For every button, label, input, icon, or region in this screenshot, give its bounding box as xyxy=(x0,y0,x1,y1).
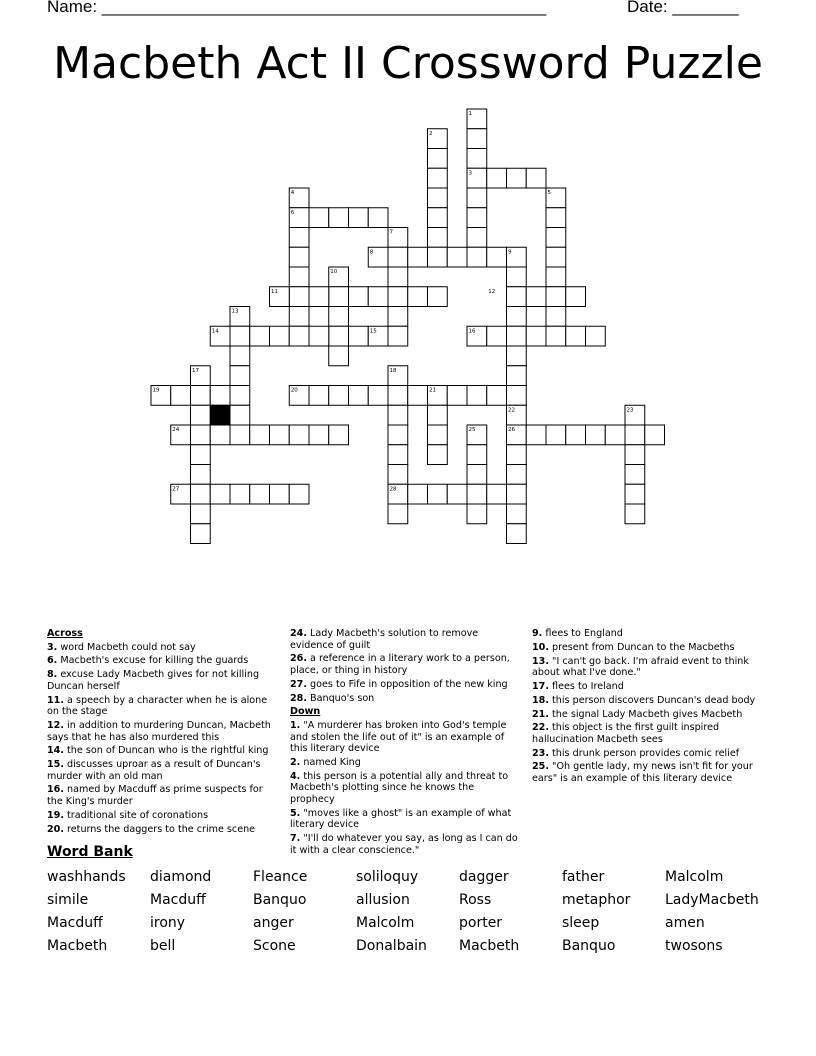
grid-cell[interactable] xyxy=(191,425,211,445)
grid-cell[interactable] xyxy=(388,307,408,327)
grid-cell[interactable] xyxy=(388,425,408,445)
grid-cell[interactable] xyxy=(408,386,428,406)
grid-cell[interactable] xyxy=(388,247,408,267)
grid-cell[interactable] xyxy=(309,287,329,307)
grid-cell[interactable] xyxy=(507,168,527,188)
word-bank-word: metaphor xyxy=(562,892,631,908)
word-bank-word: Fleance xyxy=(253,869,308,885)
word-bank-word: dagger xyxy=(459,869,509,885)
grid-cell[interactable] xyxy=(289,287,309,307)
grid-number: 10 xyxy=(330,269,338,275)
word-bank-word: twosons xyxy=(665,938,723,954)
clue-number: 28. xyxy=(290,692,307,704)
grid-cell[interactable] xyxy=(546,425,566,445)
word-bank-word: Macduff xyxy=(150,892,206,908)
grid-cell[interactable] xyxy=(507,326,527,346)
grid-cell[interactable] xyxy=(309,425,329,445)
clue-number: 24. xyxy=(290,628,307,639)
word-bank-word: sleep xyxy=(562,915,600,931)
across-clue xyxy=(290,679,518,691)
grid-cell[interactable] xyxy=(349,326,369,346)
across-clue xyxy=(47,784,275,807)
clue-number: 4. xyxy=(290,770,301,782)
grid-cell[interactable] xyxy=(329,307,349,327)
word-bank-word: soliloquy xyxy=(356,869,419,885)
clue-number: 18. xyxy=(532,694,549,706)
clue-number: 15. xyxy=(47,759,64,771)
clue-number: 11. xyxy=(47,694,64,706)
grid-cell[interactable] xyxy=(447,386,467,406)
grid-cell[interactable] xyxy=(546,326,566,346)
clue-text: present from Duncan to the Macbeths xyxy=(549,641,735,653)
clue-text: named King xyxy=(300,756,361,768)
grid-number: 3 xyxy=(468,170,472,177)
clue-text: flees to England xyxy=(542,628,623,639)
clue-text: excuse Lady Macbeth gives for not killing Duncan herself xyxy=(47,669,260,692)
down-clue xyxy=(532,722,764,745)
grid-number: 7 xyxy=(389,229,393,236)
grid-cell[interactable] xyxy=(388,287,408,307)
clue-text: the signal Lady Macbeth gives Macbeth xyxy=(549,708,743,720)
grid-cell[interactable] xyxy=(368,287,388,307)
word-bank-word: washhands xyxy=(47,869,126,885)
grid-number: 14 xyxy=(211,328,219,335)
grid-cell[interactable] xyxy=(625,504,645,524)
grid-number: 26 xyxy=(508,427,515,433)
down-clue xyxy=(532,628,764,640)
grid-cell[interactable] xyxy=(487,326,507,346)
grid-cell[interactable] xyxy=(467,386,487,406)
clue-text: traditional site of coronations xyxy=(64,809,209,821)
down-clue xyxy=(532,642,764,654)
clue-number: 26. xyxy=(290,653,307,665)
grid-cell[interactable] xyxy=(388,445,408,465)
word-bank-word: bell xyxy=(150,938,176,954)
grid-cell[interactable] xyxy=(625,484,645,504)
grid-cell[interactable] xyxy=(566,425,586,445)
down-clue xyxy=(290,808,518,831)
across-clue xyxy=(47,720,275,743)
clue-text: goes to Fife in opposition of the new king xyxy=(307,678,508,690)
grid-number: 27 xyxy=(172,486,180,493)
grid-cell[interactable] xyxy=(507,386,527,406)
grid-number: 23 xyxy=(626,407,634,414)
clue-number: 7. xyxy=(290,833,301,844)
grid-number: 20 xyxy=(290,387,298,394)
clues-column-3 xyxy=(532,628,764,787)
grid-cell[interactable] xyxy=(605,425,625,445)
grid-cell[interactable] xyxy=(467,445,487,465)
clue-text: this person discovers Duncan's dead body xyxy=(549,694,756,706)
grid-cell[interactable] xyxy=(467,188,487,208)
word-bank-word: simile xyxy=(47,892,89,908)
clue-text: a reference in a literary work to a person, place, or thing in history xyxy=(290,653,510,676)
grid-cell[interactable] xyxy=(210,484,230,504)
grid-cell[interactable] xyxy=(230,425,250,445)
grid-cell[interactable] xyxy=(171,386,191,406)
grid-cell[interactable] xyxy=(586,326,606,346)
down-clue xyxy=(532,695,764,707)
clue-text: the son of Duncan who is the rightful king xyxy=(64,745,269,757)
word-bank-word: porter xyxy=(459,915,503,931)
grid-cell[interactable] xyxy=(507,346,527,366)
grid-cell[interactable] xyxy=(428,445,448,465)
grid-cell[interactable] xyxy=(507,307,527,327)
down-clue xyxy=(290,833,518,856)
grid-number: 16 xyxy=(468,328,476,335)
grid-cell[interactable] xyxy=(625,445,645,465)
grid-cell[interactable] xyxy=(289,484,309,504)
clue-text: Lady Macbeth's solution to remove evidence of guilt xyxy=(290,628,479,651)
clue-text: flees to Ireland xyxy=(549,680,624,692)
clue-number: 20. xyxy=(47,823,64,835)
grid-cell[interactable] xyxy=(368,386,388,406)
grid-cell[interactable] xyxy=(289,228,309,248)
grid-cell[interactable] xyxy=(408,484,428,504)
grid-cell[interactable] xyxy=(270,484,290,504)
grid-cell[interactable] xyxy=(467,208,487,228)
grid-cell[interactable] xyxy=(507,484,527,504)
across-heading: Across xyxy=(47,628,83,639)
grid-cell[interactable] xyxy=(349,208,369,228)
grid-cell[interactable] xyxy=(526,287,546,307)
grid-cell[interactable] xyxy=(329,208,349,228)
clue-number: 23. xyxy=(532,747,549,759)
grid-cell[interactable] xyxy=(270,326,290,346)
clue-number: 8. xyxy=(47,669,58,681)
grid-cell[interactable] xyxy=(329,425,349,445)
grid-cell[interactable] xyxy=(191,504,211,524)
grid-cell[interactable] xyxy=(210,425,230,445)
grid-cell[interactable] xyxy=(368,208,388,228)
grid-cell[interactable] xyxy=(467,149,487,169)
grid-cell[interactable] xyxy=(329,287,349,307)
grid-cell[interactable] xyxy=(467,484,487,504)
clue-text: a speech by a character when he is alone on the stage xyxy=(47,694,268,718)
word-bank-word: irony xyxy=(150,915,186,931)
grid-cell[interactable] xyxy=(388,326,408,346)
grid-cell[interactable] xyxy=(289,326,309,346)
word-bank-word: LadyMacbeth xyxy=(665,892,759,908)
grid-cell[interactable] xyxy=(467,129,487,149)
clue-text: this person is a potential ally and threat to Macbeth's plotting since he knows the prophecy xyxy=(290,770,509,805)
clue-number: 12. xyxy=(47,719,64,731)
grid-number: 17 xyxy=(192,367,199,374)
across-clue xyxy=(47,810,275,822)
grid-cell[interactable] xyxy=(586,425,606,445)
word-bank-word: Banquo xyxy=(562,938,616,954)
grid-cell[interactable] xyxy=(526,168,546,188)
grid-cell[interactable] xyxy=(487,386,507,406)
clue-number: 6. xyxy=(47,655,58,667)
grid-number: 6 xyxy=(290,209,295,216)
word-bank-word: diamond xyxy=(150,869,212,885)
clue-text: "I can't go back. I'm afraid event to think about what I've done." xyxy=(532,655,749,679)
grid-cell[interactable] xyxy=(487,168,507,188)
grid-number: 5 xyxy=(547,190,551,196)
clue-number: 16. xyxy=(47,784,64,796)
clue-text: Macbeth's excuse for killing the guards xyxy=(57,655,249,667)
grid-cell[interactable] xyxy=(250,326,270,346)
grid-cell[interactable] xyxy=(388,386,408,406)
grid-number: 15 xyxy=(369,328,377,335)
grid-cell[interactable] xyxy=(566,287,586,307)
grid-cell[interactable] xyxy=(210,386,230,406)
grid-number: 1 xyxy=(468,111,472,117)
grid-cell[interactable] xyxy=(250,425,270,445)
word-bank-word: amen xyxy=(665,915,705,931)
grid-cell[interactable] xyxy=(428,188,448,208)
grid-cell[interactable] xyxy=(428,247,448,267)
grid-cell[interactable] xyxy=(270,425,290,445)
grid-number: 18 xyxy=(389,367,397,374)
grid-cell[interactable] xyxy=(467,228,487,248)
clue-text: returns the daggers to the crime scene xyxy=(64,823,256,835)
clue-number: 13. xyxy=(532,655,549,667)
clue-number: 19. xyxy=(47,809,64,821)
clues-column-1 xyxy=(47,628,275,837)
grid-number: 11 xyxy=(271,288,278,295)
word-bank-word: allusion xyxy=(356,892,410,908)
word-bank-word: Macbeth xyxy=(47,938,108,954)
grid-cell[interactable] xyxy=(428,228,448,248)
grid-number: 9 xyxy=(508,249,512,256)
grid-cell[interactable] xyxy=(230,366,250,386)
word-bank-word: Macbeth xyxy=(459,938,520,954)
grid-cell[interactable] xyxy=(507,504,527,524)
grid-cell[interactable] xyxy=(507,445,527,465)
down-clue xyxy=(532,656,764,679)
grid-number: 24 xyxy=(172,427,180,433)
grid-number: 13 xyxy=(231,308,239,315)
clue-text: Banquo's son xyxy=(307,692,375,704)
across-clue xyxy=(47,655,275,667)
grid-cell[interactable] xyxy=(191,405,211,425)
grid-cell[interactable] xyxy=(546,228,566,248)
clue-number: 3. xyxy=(47,641,58,653)
grid-cell[interactable] xyxy=(507,287,527,307)
grid-cell[interactable] xyxy=(526,326,546,346)
across-clue xyxy=(290,693,518,705)
grid-cell[interactable] xyxy=(289,247,309,267)
grid-cell[interactable] xyxy=(428,168,448,188)
grid-cell[interactable] xyxy=(289,267,309,287)
grid-cell[interactable] xyxy=(388,267,408,287)
grid-cell[interactable] xyxy=(289,307,309,327)
grid-cell[interactable] xyxy=(309,326,329,346)
clue-text: "Oh gentle lady, my news isn't fit for your ears" is an example of this literary device xyxy=(532,761,753,785)
word-bank xyxy=(47,868,767,955)
clue-number: 9. xyxy=(532,628,543,639)
grid-cell[interactable] xyxy=(507,524,527,544)
word-bank-word: Macduff xyxy=(47,915,103,931)
down-clue xyxy=(532,709,764,721)
grid-number: 19 xyxy=(152,387,160,394)
word-bank-word: Scone xyxy=(253,938,296,954)
clue-number: 17. xyxy=(532,680,549,692)
grid-cell[interactable] xyxy=(428,425,448,445)
grid-cell[interactable] xyxy=(191,484,211,504)
grid-cell[interactable] xyxy=(507,366,527,386)
grid-cell[interactable] xyxy=(191,386,211,406)
clue-text: this drunk person provides comic relief xyxy=(549,747,740,759)
grid-cell[interactable] xyxy=(388,405,408,425)
down-heading: Down xyxy=(290,706,321,718)
word-bank-word: Malcolm xyxy=(356,915,415,931)
word-bank-word: Banquo xyxy=(253,892,307,908)
clue-text: named by Macduff as prime suspects for the King's murder xyxy=(47,784,263,808)
clue-number: 2. xyxy=(290,756,301,768)
down-clue xyxy=(532,761,764,784)
clue-number: 5. xyxy=(290,807,301,819)
down-clue xyxy=(532,748,764,760)
black-cell xyxy=(210,405,230,425)
word-bank-word: Ross xyxy=(459,892,492,908)
grid-cell[interactable] xyxy=(507,267,527,287)
down-clue xyxy=(290,720,518,755)
across-clue xyxy=(290,653,518,676)
clue-text: "moves like a ghost" is an example of what literary device xyxy=(290,807,512,831)
clue-number: 14. xyxy=(47,745,64,757)
grid-cell[interactable] xyxy=(428,149,448,169)
grid-cell[interactable] xyxy=(191,445,211,465)
clue-number: 27. xyxy=(290,678,307,690)
across-clue xyxy=(47,695,275,718)
grid-cell[interactable] xyxy=(329,346,349,366)
grid-cell[interactable] xyxy=(349,287,369,307)
across-clue xyxy=(47,824,275,836)
grid-number: 8 xyxy=(369,249,374,256)
word-bank-title: Word Bank xyxy=(47,844,133,860)
grid-cell[interactable] xyxy=(230,326,250,346)
across-clue xyxy=(47,669,275,692)
grid-cell[interactable] xyxy=(428,287,448,307)
grid-number: 21 xyxy=(429,387,436,394)
clues-column-2 xyxy=(290,628,518,858)
grid-cell[interactable] xyxy=(309,208,329,228)
grid-cell[interactable] xyxy=(546,307,566,327)
grid-cell[interactable] xyxy=(191,465,211,485)
grid-cell[interactable] xyxy=(546,287,566,307)
grid-cell[interactable] xyxy=(230,484,250,504)
grid-cell[interactable] xyxy=(546,247,566,267)
grid-number: 12 xyxy=(488,288,496,295)
grid-cell[interactable] xyxy=(230,346,250,366)
grid-cell[interactable] xyxy=(487,247,507,267)
grid-cell[interactable] xyxy=(566,326,586,346)
grid-cell[interactable] xyxy=(408,287,428,307)
grid-cell[interactable] xyxy=(250,484,270,504)
grid-cell[interactable] xyxy=(329,386,349,406)
page-title: Macbeth Act II Crossword Puzzle xyxy=(53,38,763,89)
grid-cell[interactable] xyxy=(467,465,487,485)
down-clue xyxy=(290,771,518,806)
grid-cell[interactable] xyxy=(487,484,507,504)
grid-number: 22 xyxy=(508,407,515,414)
clue-text: in addition to murdering Duncan, Macbeth says that he has also murdered this xyxy=(47,719,271,743)
grid-cell[interactable] xyxy=(467,247,487,267)
grid-cell[interactable] xyxy=(408,247,428,267)
grid-cell[interactable] xyxy=(428,484,448,504)
grid-number: 28 xyxy=(389,486,397,493)
grid-cell[interactable] xyxy=(546,267,566,287)
down-clue xyxy=(532,681,764,693)
down-clue xyxy=(290,757,518,769)
word-bank-word: anger xyxy=(253,915,294,931)
grid-cell[interactable] xyxy=(289,425,309,445)
grid-cell[interactable] xyxy=(526,425,546,445)
grid-cell[interactable] xyxy=(447,484,467,504)
grid-cell[interactable] xyxy=(388,504,408,524)
word-bank-word: Malcolm xyxy=(665,869,724,885)
grid-number: 4 xyxy=(290,190,295,196)
word-bank-word: Donalbain xyxy=(356,938,427,954)
clue-number: 1. xyxy=(290,719,301,731)
grid-number: 2 xyxy=(429,130,433,137)
across-clue xyxy=(47,745,275,757)
grid-cell[interactable] xyxy=(546,208,566,228)
grid-cell[interactable] xyxy=(191,524,211,544)
clue-text: "I'll do whatever you say, as long as I can do it with a clear conscience." xyxy=(290,833,518,856)
clue-number: 22. xyxy=(532,722,549,734)
word-bank-word: father xyxy=(562,869,605,885)
grid-cell[interactable] xyxy=(349,386,369,406)
date-field: Date: _______ xyxy=(627,0,739,16)
grid-number: 25 xyxy=(468,427,476,433)
grid-cell[interactable] xyxy=(388,465,408,485)
grid-cell[interactable] xyxy=(507,465,527,485)
clue-text: this object is the first guilt inspired hallucination Macbeth sees xyxy=(532,722,720,745)
grid-cell[interactable] xyxy=(329,326,349,346)
clue-number: 21. xyxy=(532,708,549,720)
clue-text: discusses uproar as a result of Duncan's murder with an old man xyxy=(47,759,261,782)
grid-cell[interactable] xyxy=(625,465,645,485)
grid-cell[interactable] xyxy=(428,405,448,425)
clue-text: word Macbeth could not say xyxy=(57,641,196,653)
clue-number: 10. xyxy=(532,641,549,653)
across-clue xyxy=(47,759,275,782)
grid-cell[interactable] xyxy=(428,208,448,228)
grid-cell[interactable] xyxy=(447,247,467,267)
grid-cell[interactable] xyxy=(230,405,250,425)
grid-cell[interactable] xyxy=(645,425,665,445)
across-clue xyxy=(290,628,518,651)
grid-cell[interactable] xyxy=(467,504,487,524)
clue-text: "A murderer has broken into God's temple and stolen the life out of it" is an example of this literary device xyxy=(290,719,507,755)
name-field: Name: _______________________________________________ xyxy=(47,0,547,16)
across-clue xyxy=(47,642,275,654)
grid-cell[interactable] xyxy=(230,386,250,406)
grid-cell[interactable] xyxy=(625,425,645,445)
grid-cell[interactable] xyxy=(309,386,329,406)
clue-number: 25. xyxy=(532,761,549,773)
